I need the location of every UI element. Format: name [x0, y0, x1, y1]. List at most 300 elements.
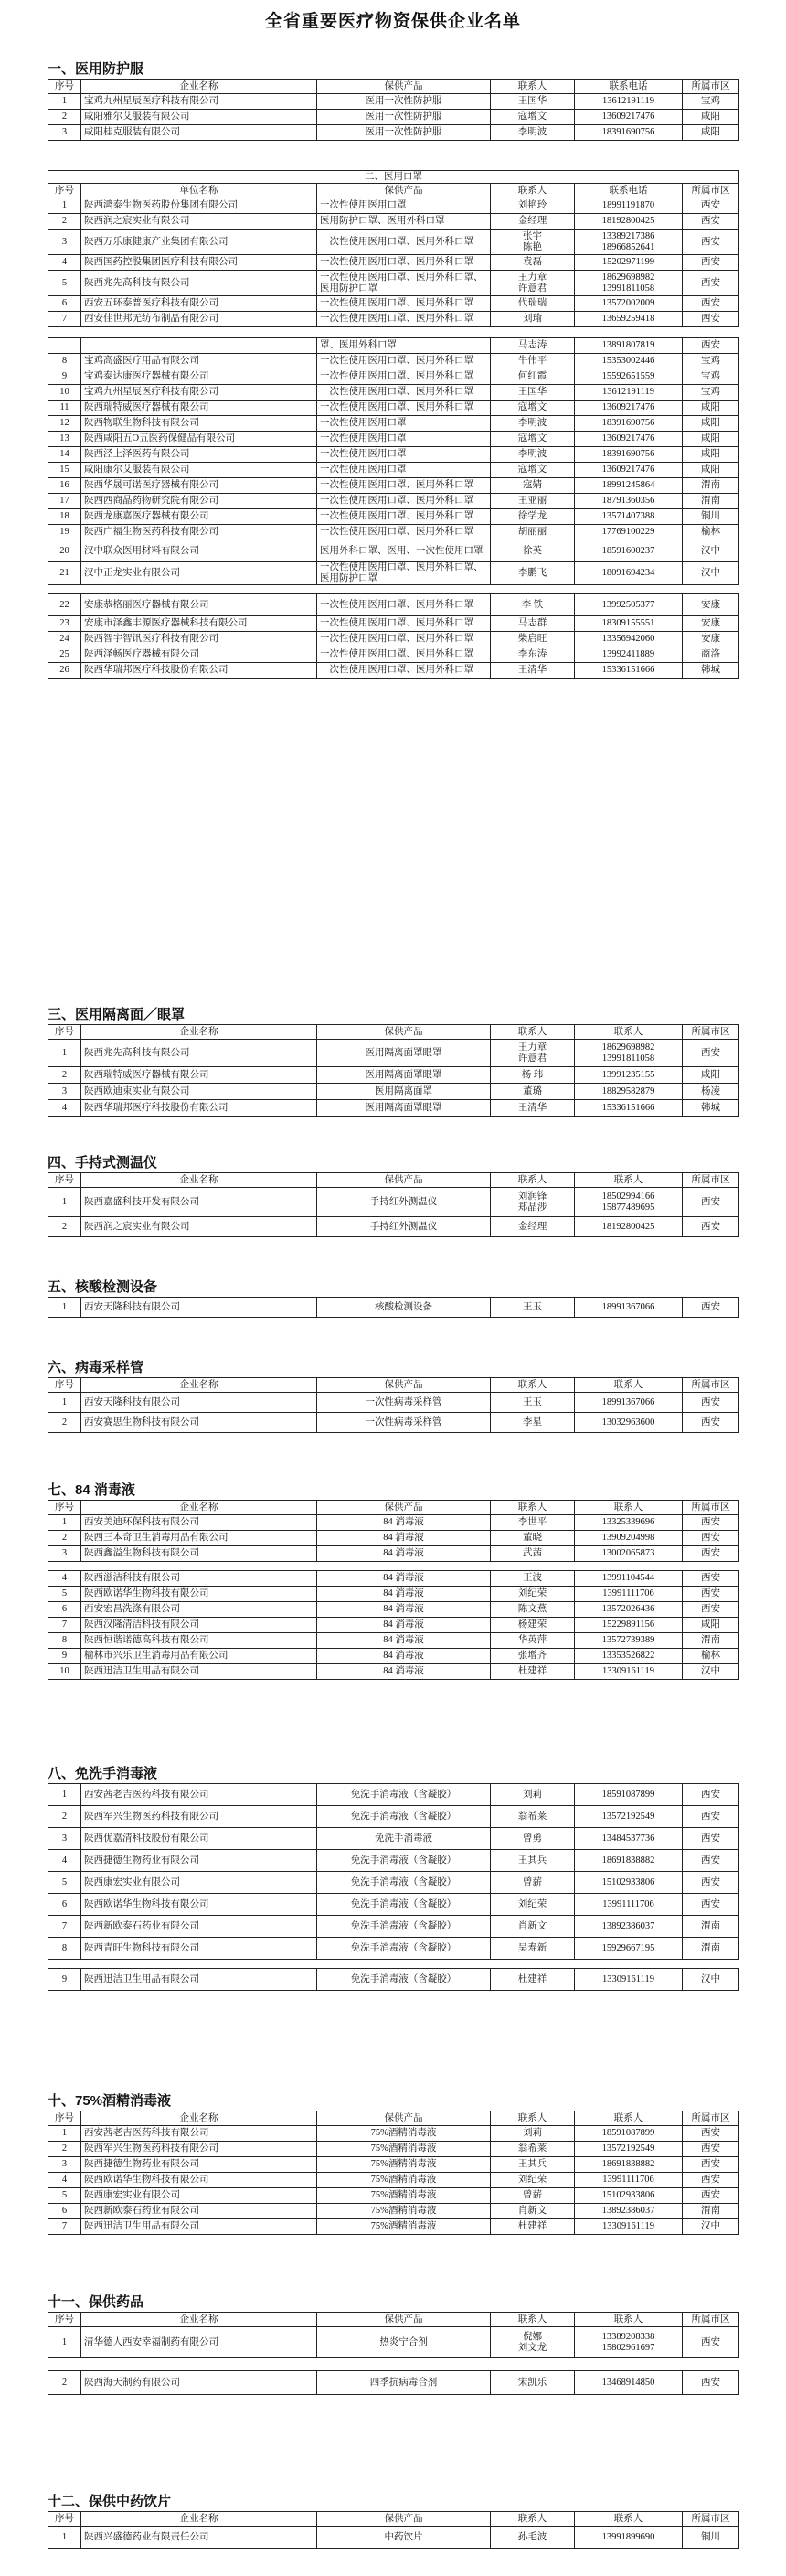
contact-person: 徐英 — [491, 540, 575, 562]
city: 安康 — [683, 594, 739, 616]
row-number: 2 — [48, 1217, 81, 1237]
column-header-company-name: 企业名称 — [81, 1173, 317, 1188]
contact-phone: 13909204998 — [575, 1531, 683, 1546]
table-row — [48, 1649, 739, 1664]
table-row — [48, 463, 739, 478]
disinfectant-84-table — [48, 1500, 739, 1680]
row-number: 9 — [48, 1969, 81, 1991]
company-name: 陕西国药控股集团医疗科技有限公司 — [81, 255, 317, 271]
table-row — [48, 663, 739, 679]
table-row — [48, 1828, 739, 1850]
table-row — [48, 632, 739, 647]
company-name: 陕西迅洁卫生用品有限公司 — [81, 1969, 317, 1991]
city: 咸阳 — [683, 447, 739, 463]
contact-phone: 13991104544 — [575, 1571, 683, 1587]
contact-person: 李鹏飞 — [491, 562, 575, 585]
contact-person: 王亚丽 — [491, 494, 575, 509]
row-number: 26 — [48, 663, 81, 679]
row-number: 12 — [48, 416, 81, 432]
product: 75%酒精消毒液 — [317, 2188, 491, 2204]
column-header-product: 保供产品 — [317, 1173, 491, 1188]
company-name: 陕西嘉盛科技开发有限公司 — [81, 1188, 317, 1217]
product: 免洗手消毒液（含凝胶） — [317, 1969, 491, 1991]
table-row — [48, 1188, 739, 1217]
contact-person: 李 铁 — [491, 594, 575, 616]
product: 75%酒精消毒液 — [317, 2173, 491, 2188]
company-name: 陕西康宏实业有限公司 — [81, 1872, 317, 1894]
contact-person: 刘润锋 郑晶涉 — [491, 1188, 575, 1217]
row-number: 5 — [48, 271, 81, 296]
contact-person: 王波 — [491, 1571, 575, 1587]
row-number: 1 — [48, 2527, 81, 2549]
table-row — [48, 1894, 739, 1916]
column-header-contact-phone: 联系人 — [575, 2313, 683, 2327]
contact-person: 倪娜 刘文龙 — [491, 2327, 575, 2358]
row-number: 24 — [48, 632, 81, 647]
column-header-city: 所属市区 — [683, 2512, 739, 2527]
city: 西安 — [683, 271, 739, 296]
column-header-contact-person: 联系人 — [491, 2512, 575, 2527]
contact-phone: 13991111706 — [575, 1894, 683, 1916]
section-heading-protective-suits: 一、医用防护服 — [48, 61, 144, 77]
herbal-pieces-table — [48, 2511, 739, 2549]
column-header-row-number: 序号 — [48, 2111, 81, 2126]
company-name: 陕西鸿泰生物医药股份集团有限公司 — [81, 198, 317, 214]
company-name: 咸阳雅尔艾服装有限公司 — [81, 110, 317, 125]
contact-person: 华英萍 — [491, 1633, 575, 1649]
product: 一次性使用医用口罩 — [317, 432, 491, 447]
column-header-company-name: 企业名称 — [81, 2313, 317, 2327]
table-spacer — [48, 1960, 739, 1969]
company-name: 陕西瑞特威医疗器械有限公司 — [81, 1067, 317, 1084]
product: 一次性使用医用口罩、医用外科口罩 — [317, 354, 491, 369]
contact-phone: 18192800425 — [575, 1217, 683, 1237]
table-row — [48, 2371, 739, 2395]
column-header-city: 所属市区 — [683, 2313, 739, 2327]
contact-phone: 13572739389 — [575, 1633, 683, 1649]
contact-phone: 13572192549 — [575, 2142, 683, 2157]
product: 75%酒精消毒液 — [317, 2142, 491, 2157]
city: 西安 — [683, 1040, 739, 1067]
product: 医用隔离面罩 — [317, 1084, 491, 1100]
city: 安康 — [683, 616, 739, 632]
product: 医用一次性防护服 — [317, 125, 491, 141]
column-header-product: 保供产品 — [317, 80, 491, 94]
product: 手持红外测温仪 — [317, 1188, 491, 1217]
product: 一次性使用医用口罩 — [317, 447, 491, 463]
table-row — [48, 255, 739, 271]
table-row — [48, 198, 739, 214]
company-name — [81, 338, 317, 354]
contact-person: 杜建祥 — [491, 1969, 575, 1991]
table-row — [48, 296, 739, 312]
table-row — [48, 1515, 739, 1531]
hand-sanitizer-table — [48, 1783, 739, 1991]
product: 75%酒精消毒液 — [317, 2126, 491, 2142]
contact-phone: 13892386037 — [575, 2204, 683, 2219]
section-heading-hand-sanitizer: 八、免洗手消毒液 — [48, 1766, 158, 1781]
company-name: 陕西滋洁科技有限公司 — [81, 1571, 317, 1587]
contact-person: 柴启旺 — [491, 632, 575, 647]
city: 渭南 — [683, 1938, 739, 1960]
row-number: 2 — [48, 110, 81, 125]
row-number: 22 — [48, 594, 81, 616]
contact-person: 王清华 — [491, 1100, 575, 1117]
row-number: 5 — [48, 1587, 81, 1602]
product: 医用外科口罩、医用、一次性使用口罩 — [317, 540, 491, 562]
product: 75%酒精消毒液 — [317, 2204, 491, 2219]
contact-person: 肖新文 — [491, 1916, 575, 1938]
company-name: 陕西龙康嘉医疗器械有限公司 — [81, 509, 317, 525]
column-header-product: 保供产品 — [317, 2111, 491, 2126]
city: 咸阳 — [683, 1618, 739, 1633]
contact-person: 何红霞 — [491, 369, 575, 385]
sampling-tubes-table — [48, 1377, 739, 1433]
contact-phone: 15202971199 — [575, 255, 683, 271]
table-header-row — [48, 1025, 739, 1040]
city: 西安 — [683, 1806, 739, 1828]
contact-person: 张增齐 — [491, 1649, 575, 1664]
product: 免洗手消毒液（含凝胶） — [317, 1784, 491, 1806]
contact-person: 王国华 — [491, 385, 575, 401]
contact-phone: 13571407388 — [575, 509, 683, 525]
contact-person: 张宇 陈艳 — [491, 230, 575, 255]
table-spacer-cell — [48, 1960, 739, 1969]
column-header-contact-person: 联系人 — [491, 184, 575, 198]
table-spacer — [48, 2358, 739, 2371]
table-row — [48, 416, 739, 432]
row-number: 9 — [48, 1649, 81, 1664]
row-number: 8 — [48, 354, 81, 369]
company-name: 宝鸡九州星辰医疗科技有限公司 — [81, 94, 317, 110]
company-name: 陕西鑫溢生物科技有限公司 — [81, 1546, 317, 1562]
contact-person: 李明波 — [491, 125, 575, 141]
column-header-contact-phone: 联系人 — [575, 1378, 683, 1393]
contact-phone: 18791360356 — [575, 494, 683, 509]
company-name: 陕西迅洁卫生用品有限公司 — [81, 2219, 317, 2235]
city: 榆林 — [683, 525, 739, 540]
row-number: 6 — [48, 1602, 81, 1618]
company-name: 陕西华晟可诺医疗器械有限公司 — [81, 478, 317, 494]
row-number: 7 — [48, 1916, 81, 1938]
table-row — [48, 1784, 739, 1806]
product: 免洗手消毒液（含凝胶） — [317, 1872, 491, 1894]
contact-phone: 18591087899 — [575, 2126, 683, 2142]
company-name: 陕西优嘉清科技股份有限公司 — [81, 1828, 317, 1850]
contact-person: 董璐 — [491, 1084, 575, 1100]
row-number: 6 — [48, 296, 81, 312]
city: 铜川 — [683, 2527, 739, 2549]
contact-person: 代瑞瑞 — [491, 296, 575, 312]
contact-phone: 13612191119 — [575, 385, 683, 401]
table-header-row — [48, 1173, 739, 1188]
product: 一次性使用医用口罩、医用外科口罩、医用防护口罩 — [317, 271, 491, 296]
contact-person: 寇增文 — [491, 463, 575, 478]
table-row — [48, 2527, 739, 2549]
company-name: 陕西万乐康健康产业集团有限公司 — [81, 230, 317, 255]
city: 西安 — [683, 1546, 739, 1562]
product: 免洗手消毒液（含凝胶） — [317, 1806, 491, 1828]
column-header-contact-phone: 联系人 — [575, 1501, 683, 1515]
city: 汉中 — [683, 1969, 739, 1991]
contact-person: 刘纪荣 — [491, 1894, 575, 1916]
contact-phone: 13309161119 — [575, 1969, 683, 1991]
column-header-product: 保供产品 — [317, 2512, 491, 2527]
product: 医用防护口罩、医用外科口罩 — [317, 214, 491, 230]
contact-phone: 13325339696 — [575, 1515, 683, 1531]
company-name: 西安宏昌洗涤有限公司 — [81, 1602, 317, 1618]
column-header-city: 所属市区 — [683, 1025, 739, 1040]
contact-phone: 15102933806 — [575, 2188, 683, 2204]
table-row — [48, 338, 739, 354]
company-name: 陕西军兴生物医药科技有限公司 — [81, 1806, 317, 1828]
contact-person: 王其兵 — [491, 1850, 575, 1872]
column-header-row-number: 序号 — [48, 1378, 81, 1393]
contact-person: 曾薪 — [491, 1872, 575, 1894]
table-row — [48, 230, 739, 255]
table-row — [48, 369, 739, 385]
contact-person: 武茜 — [491, 1546, 575, 1562]
column-header-company-name: 单位名称 — [81, 184, 317, 198]
city: 汉中 — [683, 2219, 739, 2235]
protective-suits-table — [48, 79, 739, 141]
company-name: 陕西海天制药有限公司 — [81, 2371, 317, 2395]
city: 西安 — [683, 1872, 739, 1894]
table-spacer-cell — [48, 327, 739, 338]
table-row — [48, 1546, 739, 1562]
contact-phone: 13389208338 15802961697 — [575, 2327, 683, 2358]
column-header-contact-phone: 联系电话 — [575, 80, 683, 94]
table-row — [48, 2126, 739, 2142]
city: 韩城 — [683, 663, 739, 679]
row-number: 11 — [48, 401, 81, 416]
table-row — [48, 616, 739, 632]
company-name: 陕西咸阳五O五医药保健品有限公司 — [81, 432, 317, 447]
contact-person: 金经理 — [491, 1217, 575, 1237]
table-row — [48, 2204, 739, 2219]
table-row — [48, 1571, 739, 1587]
contact-phone: 13356942060 — [575, 632, 683, 647]
contact-phone: 13002065873 — [575, 1546, 683, 1562]
company-name: 陕西泾上泽医药有限公司 — [81, 447, 317, 463]
contact-phone: 18991367066 — [575, 1393, 683, 1413]
contact-person: 陈文燕 — [491, 1602, 575, 1618]
row-number: 7 — [48, 312, 81, 327]
product: 一次性使用医用口罩、医用外科口罩 — [317, 509, 491, 525]
city: 西安 — [683, 2188, 739, 2204]
section-heading-alcohol: 十、75%酒精消毒液 — [48, 2093, 172, 2109]
row-number: 1 — [48, 1393, 81, 1413]
row-number — [48, 338, 81, 354]
column-header-row-number: 序号 — [48, 184, 81, 198]
product: 一次性使用医用口罩、医用外科口罩 — [317, 478, 491, 494]
table-row — [48, 1872, 739, 1894]
table-spacer — [48, 585, 739, 594]
company-name: 陕西华瑞邦医疗科技股份有限公司 — [81, 1100, 317, 1117]
column-header-contact-person: 联系人 — [491, 2313, 575, 2327]
city: 咸阳 — [683, 125, 739, 141]
contact-person: 孙毛波 — [491, 2527, 575, 2549]
city: 西安 — [683, 1531, 739, 1546]
row-number: 16 — [48, 478, 81, 494]
column-header-contact-person: 联系人 — [491, 1025, 575, 1040]
city: 西安 — [683, 2126, 739, 2142]
company-name: 咸阳康尔艾服装有限公司 — [81, 463, 317, 478]
product: 一次性使用医用口罩、医用外科口罩 — [317, 385, 491, 401]
city: 渭南 — [683, 478, 739, 494]
contact-person: 刘纪荣 — [491, 2173, 575, 2188]
column-header-city: 所属市区 — [683, 1501, 739, 1515]
company-name: 汉中正龙实业有限公司 — [81, 562, 317, 585]
row-number: 13 — [48, 432, 81, 447]
product: 一次性使用医用口罩、医用外科口罩 — [317, 494, 491, 509]
contact-phone: 13572192549 — [575, 1806, 683, 1828]
contact-person: 李明波 — [491, 447, 575, 463]
contact-person: 杨建荣 — [491, 1618, 575, 1633]
contact-phone: 18629698982 13991811058 — [575, 271, 683, 296]
row-number: 10 — [48, 385, 81, 401]
company-name: 西安赛思生物科技有限公司 — [81, 1413, 317, 1433]
contact-person: 王其兵 — [491, 2157, 575, 2173]
company-name: 陕西汉隆清洁科技有限公司 — [81, 1618, 317, 1633]
city: 西安 — [683, 338, 739, 354]
section-heading-sampling-tubes: 六、病毒采样管 — [48, 1360, 144, 1375]
product: 一次性病毒采样管 — [317, 1393, 491, 1413]
table-row — [48, 1217, 739, 1237]
product: 一次性使用医用口罩、医用外科口罩 — [317, 663, 491, 679]
table-header-row — [48, 2313, 739, 2327]
contact-phone: 13991235155 — [575, 1067, 683, 1084]
contact-person: 杜建祥 — [491, 2219, 575, 2235]
city: 西安 — [683, 1413, 739, 1433]
contact-phone: 13389217386 18966852641 — [575, 230, 683, 255]
city: 西安 — [683, 1602, 739, 1618]
product: 医用一次性防护服 — [317, 110, 491, 125]
product: 75%酒精消毒液 — [317, 2157, 491, 2173]
company-name: 陕西润之宸实业有限公司 — [81, 1217, 317, 1237]
company-name: 西安五环泰普医疗科技有限公司 — [81, 296, 317, 312]
company-name: 陕西兆先高科技有限公司 — [81, 1040, 317, 1067]
company-name: 陕西欧迪束实业有限公司 — [81, 1084, 317, 1100]
company-name: 西安天隆科技有限公司 — [81, 1298, 317, 1318]
table-row — [48, 478, 739, 494]
drugs-table — [48, 2312, 739, 2395]
contact-phone: 15929667195 — [575, 1938, 683, 1960]
city: 宝鸡 — [683, 385, 739, 401]
contact-person: 李东涛 — [491, 647, 575, 663]
row-number: 9 — [48, 369, 81, 385]
company-name: 安康市泽鑫丰源医疗器械科技有限公司 — [81, 616, 317, 632]
row-number: 1 — [48, 1298, 81, 1318]
contact-phone: 13309161119 — [575, 1664, 683, 1680]
city: 渭南 — [683, 1633, 739, 1649]
contact-phone: 13992411889 — [575, 647, 683, 663]
contact-person: 杜建祥 — [491, 1664, 575, 1680]
city: 商洛 — [683, 647, 739, 663]
product: 医用隔离面罩眼罩 — [317, 1067, 491, 1084]
table-row — [48, 312, 739, 327]
contact-phone: 18091694234 — [575, 562, 683, 585]
column-header-row-number: 序号 — [48, 1025, 81, 1040]
contact-phone: 18691838882 — [575, 2157, 683, 2173]
table-row — [48, 525, 739, 540]
company-name: 陕西康宏实业有限公司 — [81, 2188, 317, 2204]
contact-phone: 13609217476 — [575, 110, 683, 125]
contact-person: 刘莉 — [491, 2126, 575, 2142]
city: 西安 — [683, 255, 739, 271]
row-number: 2 — [48, 1531, 81, 1546]
table-row — [48, 94, 739, 110]
product: 中药饮片 — [317, 2527, 491, 2549]
product: 一次性使用医用口罩 — [317, 198, 491, 214]
contact-person: 翁希莱 — [491, 2142, 575, 2157]
column-header-contact-phone: 联系人 — [575, 1025, 683, 1040]
product: 一次性病毒采样管 — [317, 1413, 491, 1433]
table-header-row — [48, 2512, 739, 2527]
column-header-city: 所属市区 — [683, 2111, 739, 2126]
company-name: 陕西兆先高科技有限公司 — [81, 271, 317, 296]
company-name: 陕西兴盛德药业有限责任公司 — [81, 2527, 317, 2549]
contact-phone: 15336151666 — [575, 663, 683, 679]
table-row — [48, 594, 739, 616]
table-row — [48, 1413, 739, 1433]
company-name: 宝鸡泰达康医疗器械有限公司 — [81, 369, 317, 385]
column-header-product: 保供产品 — [317, 184, 491, 198]
contact-person: 王力章 许意君 — [491, 1040, 575, 1067]
contact-person: 王清华 — [491, 663, 575, 679]
row-number: 1 — [48, 1784, 81, 1806]
row-number: 3 — [48, 2157, 81, 2173]
contact-phone: 13484537736 — [575, 1828, 683, 1850]
contact-phone: 13468914850 — [575, 2371, 683, 2395]
product: 一次性使用医用口罩、医用外科口罩 — [317, 401, 491, 416]
company-name: 陕西欧诺华生物科技有限公司 — [81, 1894, 317, 1916]
table-row — [48, 1084, 739, 1100]
contact-phone: 13612191119 — [575, 94, 683, 110]
contact-person: 吴寿新 — [491, 1938, 575, 1960]
contact-phone: 13891807819 — [575, 338, 683, 354]
company-name: 陕西欧诺华生物科技有限公司 — [81, 1587, 317, 1602]
contact-person: 曾勇 — [491, 1828, 575, 1850]
column-header-company-name: 企业名称 — [81, 1501, 317, 1515]
contact-person: 李星 — [491, 1413, 575, 1433]
column-header-company-name: 企业名称 — [81, 1025, 317, 1040]
contact-phone: 18691838882 — [575, 1850, 683, 1872]
city: 西安 — [683, 214, 739, 230]
table-row — [48, 214, 739, 230]
city: 渭南 — [683, 2204, 739, 2219]
contact-phone: 13659259418 — [575, 312, 683, 327]
city: 西安 — [683, 312, 739, 327]
column-header-contact-phone: 联系人 — [575, 2111, 683, 2126]
table-row — [48, 1531, 739, 1546]
city: 西安 — [683, 1515, 739, 1531]
city: 西安 — [683, 230, 739, 255]
column-header-row-number: 序号 — [48, 80, 81, 94]
column-header-row-number: 序号 — [48, 2313, 81, 2327]
city: 咸阳 — [683, 432, 739, 447]
product: 医用一次性防护服 — [317, 94, 491, 110]
city: 西安 — [683, 1188, 739, 1217]
column-header-contact-person: 联系人 — [491, 80, 575, 94]
contact-person: 牛伟平 — [491, 354, 575, 369]
contact-person: 胡丽丽 — [491, 525, 575, 540]
row-number: 2 — [48, 1067, 81, 1084]
product: 罩、医用外科口罩 — [317, 338, 491, 354]
table-row — [48, 1393, 739, 1413]
city: 西安 — [683, 2157, 739, 2173]
row-number: 1 — [48, 1040, 81, 1067]
